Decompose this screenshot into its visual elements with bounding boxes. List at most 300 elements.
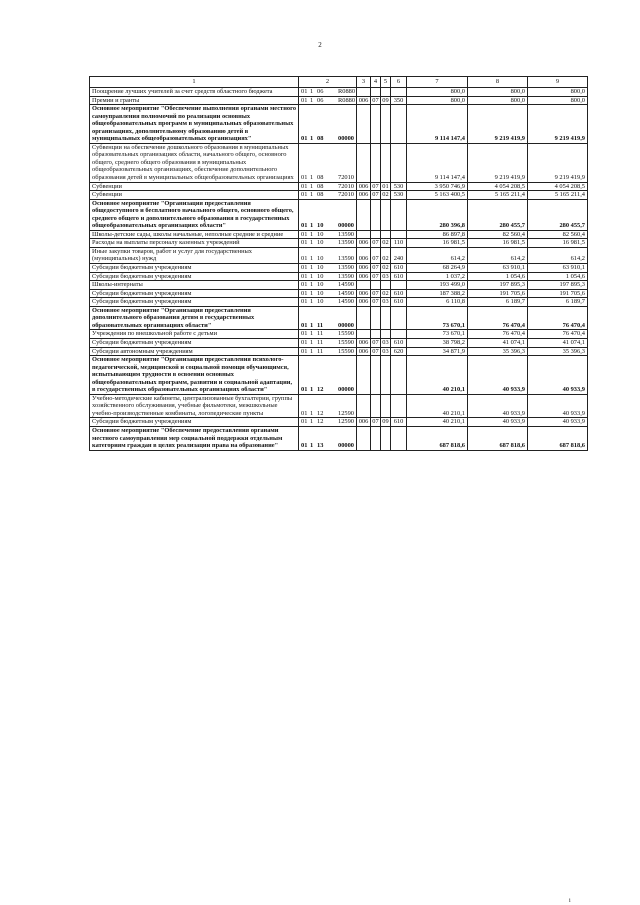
- code-part: 1: [310, 289, 314, 297]
- row-value-8: 82 560,4: [468, 230, 528, 239]
- row-value-7: 73 670,1: [407, 330, 468, 339]
- row-name: Субсидии бюджетным учреждениям: [90, 298, 299, 307]
- row-col4: [371, 105, 381, 144]
- row-value-7: 193 499,0: [407, 281, 468, 290]
- row-value-7: 3 950 746,9: [407, 182, 468, 191]
- row-col5: [381, 199, 391, 230]
- row-value-9: 1 054,6: [528, 272, 588, 281]
- row-col5: [381, 143, 391, 182]
- row-value-9: 16 981,5: [528, 239, 588, 248]
- table-row: [90, 239, 588, 248]
- header-cell: 5: [381, 77, 391, 88]
- row-value-9: 4 054 208,5: [528, 182, 588, 191]
- row-code: [299, 264, 357, 273]
- table-row: [90, 306, 588, 330]
- row-col4: [371, 306, 381, 330]
- code-part: 01: [301, 88, 308, 95]
- row-name: Школы-детские сады, школы начальные, неполные средние и средние: [90, 230, 299, 239]
- row-value-7: 16 981,5: [407, 239, 468, 248]
- code-part: 11: [317, 347, 324, 355]
- code-part: 13590: [338, 239, 354, 247]
- row-col3: [357, 281, 371, 290]
- row-value-9: 800,0: [528, 96, 588, 105]
- row-value-8: 1 054,6: [468, 272, 528, 281]
- row-col6: 620: [391, 347, 407, 356]
- row-col3: [357, 306, 371, 330]
- code-part: 01: [301, 135, 308, 143]
- code-part: 72010: [338, 191, 354, 199]
- code-part: 01: [301, 174, 308, 182]
- row-col3: [357, 356, 371, 395]
- code-part: 08: [317, 182, 324, 190]
- row-value-9: 9 219 419,9: [528, 105, 588, 144]
- row-col3: [357, 105, 371, 144]
- code-part: 14590: [338, 298, 354, 306]
- row-code: [299, 105, 357, 144]
- row-value-7: 68 264,9: [407, 264, 468, 273]
- row-value-8: 6 189,7: [468, 298, 528, 307]
- row-name: Иные закупки товаров, работ и услуг для государственных (муниципальных) нужд: [90, 247, 299, 263]
- row-value-7: 40 210,1: [407, 394, 468, 418]
- row-col3: [357, 426, 371, 450]
- table-row: [90, 298, 588, 307]
- row-col6: [391, 306, 407, 330]
- row-code: [299, 418, 357, 427]
- row-col4: 07: [372, 264, 379, 272]
- code-part: 1: [310, 418, 314, 426]
- row-value-7: 800,0: [407, 96, 468, 105]
- code-part: 01: [301, 386, 308, 394]
- table-row: [90, 330, 588, 339]
- row-col3: [357, 394, 371, 418]
- code-part: 14590: [338, 281, 354, 289]
- row-col3: 006: [357, 182, 371, 191]
- row-value-9: 9 219 419,9: [528, 143, 588, 182]
- code-part: 00000: [338, 386, 354, 394]
- header-cell: 2: [299, 77, 357, 88]
- row-name: Субсидии бюджетным учреждениям: [90, 418, 299, 427]
- code-part: 13590: [338, 264, 354, 272]
- row-col3: 006: [357, 247, 371, 263]
- row-col5: [381, 330, 391, 339]
- row-code: [299, 199, 357, 230]
- row-value-9: 35 396,3: [528, 347, 588, 356]
- row-code: [299, 88, 357, 97]
- row-code: [299, 191, 357, 200]
- row-col4: 07: [372, 298, 379, 306]
- code-part: 00000: [338, 222, 354, 230]
- row-value-8: 9 219 419,9: [468, 105, 528, 144]
- row-value-7: 38 798,2: [407, 338, 468, 347]
- row-name: Основное мероприятие "Организация предоставления общедоступного и бесплатного начального общего, основного общего, среднего общего и дополнительного образования в государственных общеобразовательных организациях области": [90, 199, 299, 230]
- row-col5: 01: [382, 182, 389, 190]
- code-part: 01: [301, 347, 308, 355]
- code-part: 01: [301, 264, 308, 272]
- code-part: 1: [310, 264, 314, 272]
- row-name: Основное мероприятие "Организация предоставления психолого-педагогической, медицинской и социальной помощи обучающимся, испытывающим трудности в освоении основных общеобразовательных программ, развитии и социальной адаптации, в государственных образовательных организациях области": [90, 356, 299, 395]
- row-value-7: 614,2: [407, 247, 468, 263]
- header-cell: 9: [528, 77, 588, 88]
- row-value-7: 9 114 147,4: [407, 143, 468, 182]
- row-value-9: 614,2: [528, 247, 588, 263]
- row-col3: 006: [357, 272, 371, 281]
- row-col3: 006: [357, 191, 371, 200]
- code-part: 01: [301, 409, 308, 417]
- code-part: 14590: [338, 289, 354, 297]
- code-part: 1: [310, 321, 314, 329]
- row-col4: 07: [372, 347, 379, 355]
- table-row: [90, 191, 588, 200]
- row-col5: 02: [381, 247, 391, 263]
- table-row: [90, 247, 588, 263]
- code-part: 72010: [338, 182, 354, 190]
- header-cell: 6: [391, 77, 407, 88]
- row-col6: [391, 426, 407, 450]
- row-col4: [371, 394, 381, 418]
- code-part: 01: [301, 289, 308, 297]
- row-col5: 02: [382, 289, 389, 297]
- code-part: 01: [301, 418, 308, 426]
- row-value-8: 687 818,6: [468, 426, 528, 450]
- code-part: 12590: [338, 418, 354, 426]
- row-code: [299, 272, 357, 281]
- row-col4: 07: [372, 272, 379, 280]
- row-col3: 006: [357, 347, 371, 356]
- row-value-9: 82 560,4: [528, 230, 588, 239]
- code-part: 01: [301, 96, 308, 104]
- row-value-7: 6 110,8: [407, 298, 468, 307]
- code-part: 1: [310, 330, 314, 338]
- row-value-7: 187 388,2: [407, 289, 468, 298]
- code-part: 10: [317, 281, 324, 289]
- row-code: [299, 96, 357, 105]
- row-code: [299, 230, 357, 239]
- row-value-8: 40 933,9: [468, 356, 528, 395]
- code-part: 1: [310, 239, 314, 247]
- row-code: [299, 143, 357, 182]
- code-part: 10: [317, 255, 324, 263]
- code-part: 10: [317, 264, 324, 272]
- code-part: 1: [310, 230, 314, 238]
- row-col5: [381, 306, 391, 330]
- code-part: 1: [310, 409, 314, 417]
- row-col3: [357, 230, 371, 239]
- row-col3: 006: [357, 418, 371, 427]
- row-code: [299, 394, 357, 418]
- code-part: 1: [310, 255, 314, 263]
- code-part: 00000: [338, 135, 354, 143]
- row-col6: [391, 230, 407, 239]
- row-value-9: 76 470,4: [528, 306, 588, 330]
- code-part: 01: [301, 330, 308, 338]
- code-part: 1: [310, 442, 314, 450]
- row-name: Премии и гранты: [90, 96, 299, 105]
- table-row: [90, 264, 588, 273]
- row-name: Субсидии бюджетным учреждениям: [90, 264, 299, 273]
- row-value-7: 9 114 147,4: [407, 105, 468, 144]
- row-name: Субвенции: [90, 191, 299, 200]
- code-part: 10: [317, 230, 324, 238]
- row-col6: 350: [391, 96, 407, 105]
- row-code: [299, 289, 357, 298]
- row-col6: [391, 356, 407, 395]
- code-part: 1: [310, 281, 314, 289]
- row-col6: [391, 281, 407, 290]
- code-part: 06: [317, 88, 324, 95]
- table-row: [90, 272, 588, 281]
- row-value-9: 800,0: [528, 88, 588, 97]
- row-value-7: 800,0: [407, 88, 468, 97]
- table-row: [90, 96, 588, 105]
- row-col6: 610: [391, 338, 407, 347]
- code-part: 08: [317, 191, 324, 199]
- table-row: [90, 418, 588, 427]
- table-row: [90, 356, 588, 395]
- row-col4: 07: [372, 418, 379, 426]
- table-row: [90, 199, 588, 230]
- row-code: [299, 239, 357, 248]
- code-part: 01: [301, 191, 308, 199]
- code-part: 1: [310, 96, 314, 104]
- row-value-9: 687 818,6: [528, 426, 588, 450]
- row-col5: 03: [382, 347, 389, 355]
- row-col3: 006: [357, 298, 371, 307]
- code-part: 01: [301, 272, 308, 280]
- code-part: 1: [310, 272, 314, 280]
- code-part: 15590: [338, 330, 354, 338]
- row-col4: [371, 330, 381, 339]
- row-value-8: 5 165 211,4: [468, 191, 528, 200]
- code-part: 10: [317, 289, 324, 297]
- row-code: [299, 281, 357, 290]
- row-col5: 09: [382, 96, 389, 104]
- row-col3: [357, 330, 371, 339]
- code-part: 01: [301, 321, 308, 329]
- row-col5: 03: [382, 298, 389, 306]
- row-value-8: 16 981,5: [468, 239, 528, 248]
- code-part: 11: [317, 338, 324, 346]
- row-code: [299, 330, 357, 339]
- row-col3: 006: [357, 264, 371, 273]
- row-col4: [371, 281, 381, 290]
- row-name: Субвенции: [90, 182, 299, 191]
- row-col6: 610: [391, 298, 407, 307]
- row-col3: 006: [357, 338, 371, 347]
- code-part: 12590: [338, 409, 354, 417]
- row-value-7: 1 037,2: [407, 272, 468, 281]
- code-part: 15590: [338, 347, 354, 355]
- row-code: [299, 356, 357, 395]
- code-part: 12: [317, 409, 324, 417]
- row-col5: [381, 426, 391, 450]
- code-part: 1: [310, 135, 314, 143]
- code-part: 13590: [338, 230, 354, 238]
- table-row: [90, 338, 588, 347]
- row-value-9: 280 455,7: [528, 199, 588, 230]
- code-part: 13: [317, 442, 324, 450]
- row-col4: [371, 88, 381, 97]
- row-name: Субсидии бюджетным учреждениям: [90, 338, 299, 347]
- code-part: 00000: [338, 442, 354, 450]
- row-col3: [357, 88, 371, 97]
- row-value-8: 191 705,6: [468, 289, 528, 298]
- row-value-8: 800,0: [468, 88, 528, 97]
- row-col4: [371, 230, 381, 239]
- row-col4: [371, 199, 381, 230]
- header-cell: 3: [357, 77, 371, 88]
- row-value-8: 76 470,4: [468, 306, 528, 330]
- code-part: 1: [310, 191, 314, 199]
- header-cell: 4: [371, 77, 381, 88]
- code-part: 1: [310, 88, 314, 95]
- row-code: [299, 347, 357, 356]
- row-col6: 530: [391, 182, 407, 191]
- row-code: [299, 247, 357, 263]
- row-col4: 07: [372, 239, 379, 247]
- row-col5: [381, 88, 391, 97]
- code-part: 1: [310, 347, 314, 355]
- code-part: 08: [317, 174, 324, 182]
- row-col6: [391, 394, 407, 418]
- row-col3: [357, 199, 371, 230]
- header-cell: 1: [90, 77, 299, 88]
- row-value-7: 687 818,6: [407, 426, 468, 450]
- row-value-7: 5 163 400,5: [407, 191, 468, 200]
- row-col5: 02: [382, 191, 389, 199]
- row-code: [299, 298, 357, 307]
- row-value-8: 197 895,3: [468, 281, 528, 290]
- row-col6: 240: [391, 247, 407, 263]
- code-part: 10: [317, 272, 324, 280]
- code-part: 10: [317, 298, 324, 306]
- row-col6: 110: [391, 239, 407, 248]
- code-part: 01: [301, 338, 308, 346]
- row-code: [299, 306, 357, 330]
- row-value-9: 197 895,3: [528, 281, 588, 290]
- row-value-8: 4 054 208,5: [468, 182, 528, 191]
- row-col4: 07: [372, 96, 379, 104]
- row-name: Расходы на выплаты персоналу казенных учреждений: [90, 239, 299, 248]
- table-row: [90, 289, 588, 298]
- row-name: Учебно-методические кабинеты, централизованные бухгалтерии, группы хозяйственного обслуживания, учебные фильмотеки, межшкольные учебно-производственные комбинаты, логопедические пункты: [90, 394, 299, 418]
- row-col5: [381, 281, 391, 290]
- header-cell: 8: [468, 77, 528, 88]
- row-col6: 610: [391, 289, 407, 298]
- table-row: [90, 394, 588, 418]
- code-part: 00000: [338, 321, 354, 329]
- budget-table: [89, 76, 588, 451]
- code-part: R0880: [338, 88, 356, 95]
- row-col4: 07: [372, 191, 379, 199]
- table-row: [90, 347, 588, 356]
- row-value-7: 86 897,8: [407, 230, 468, 239]
- row-value-8: 280 455,7: [468, 199, 528, 230]
- table-row: [90, 182, 588, 191]
- code-part: 10: [317, 222, 324, 230]
- row-value-9: 40 933,9: [528, 418, 588, 427]
- row-name: Основное мероприятие "Обеспечение выполнения органами местного самоуправления полномочий по реализации основных общеобразовательных программ в муниципальных образовательных организациях, дополнительному образованию детей в муниципальных общеобразовательных организациях": [90, 105, 299, 144]
- code-part: 12: [317, 386, 324, 394]
- row-col5: 02: [382, 264, 389, 272]
- row-col5: [381, 105, 391, 144]
- row-name: Поощрение лучших учителей за счет средств областного бюджета: [90, 88, 299, 97]
- table-row: [90, 230, 588, 239]
- code-part: 12: [317, 418, 324, 426]
- page-number: 2: [318, 41, 322, 49]
- row-col3: [357, 143, 371, 182]
- row-col4: 07: [372, 338, 379, 346]
- header-cell: 7: [407, 77, 468, 88]
- row-col4: 07: [371, 247, 381, 263]
- code-part: 1: [310, 298, 314, 306]
- row-value-9: 191 705,6: [528, 289, 588, 298]
- row-value-8: 40 933,9: [468, 418, 528, 427]
- table-row: [90, 426, 588, 450]
- code-part: 13590: [338, 255, 354, 263]
- row-value-7: 34 871,9: [407, 347, 468, 356]
- row-col5: [381, 394, 391, 418]
- row-col4: 07: [372, 289, 379, 297]
- code-part: 08: [317, 135, 324, 143]
- code-part: 06: [317, 96, 324, 104]
- row-col4: [371, 426, 381, 450]
- table-row: [90, 105, 588, 144]
- code-part: 01: [301, 230, 308, 238]
- row-col5: [381, 356, 391, 395]
- row-value-9: 5 165 211,4: [528, 191, 588, 200]
- code-part: 1: [310, 182, 314, 190]
- row-name: Субсидии бюджетным учреждениям: [90, 272, 299, 281]
- row-col4: 07: [372, 182, 379, 190]
- code-part: 01: [301, 182, 308, 190]
- row-value-7: 73 670,1: [407, 306, 468, 330]
- row-col4: [371, 356, 381, 395]
- row-value-8: 800,0: [468, 96, 528, 105]
- row-value-8: 35 396,3: [468, 347, 528, 356]
- row-col3: 006: [357, 96, 371, 105]
- code-part: 10: [317, 239, 324, 247]
- table-row: [90, 143, 588, 182]
- row-col5: 03: [382, 272, 389, 280]
- row-value-9: 40 933,9: [528, 394, 588, 418]
- code-part: 15590: [338, 338, 354, 346]
- row-value-8: 76 470,4: [468, 330, 528, 339]
- row-name: Субсидии автономным учреждениям: [90, 347, 299, 356]
- row-col6: [391, 105, 407, 144]
- row-name: Школы-интернаты: [90, 281, 299, 290]
- code-part: 01: [301, 222, 308, 230]
- row-code: [299, 338, 357, 347]
- table-row: [90, 88, 588, 97]
- row-col5: 02: [382, 239, 389, 247]
- row-col4: [371, 143, 381, 182]
- code-part: 01: [301, 281, 308, 289]
- code-part: 1: [310, 222, 314, 230]
- code-part: 13590: [338, 272, 354, 280]
- row-value-9: 40 933,9: [528, 356, 588, 395]
- row-name: Учреждения по внешкольной работе с детьми: [90, 330, 299, 339]
- row-col6: 530: [391, 191, 407, 200]
- row-col3: 006: [357, 239, 371, 248]
- table-header-row: [90, 77, 588, 88]
- row-col6: [391, 199, 407, 230]
- row-value-8: 63 910,1: [468, 264, 528, 273]
- row-value-9: 41 074,1: [528, 338, 588, 347]
- row-col5: 09: [382, 418, 389, 426]
- row-value-9: 6 189,7: [528, 298, 588, 307]
- code-part: 01: [301, 442, 308, 450]
- row-code: [299, 182, 357, 191]
